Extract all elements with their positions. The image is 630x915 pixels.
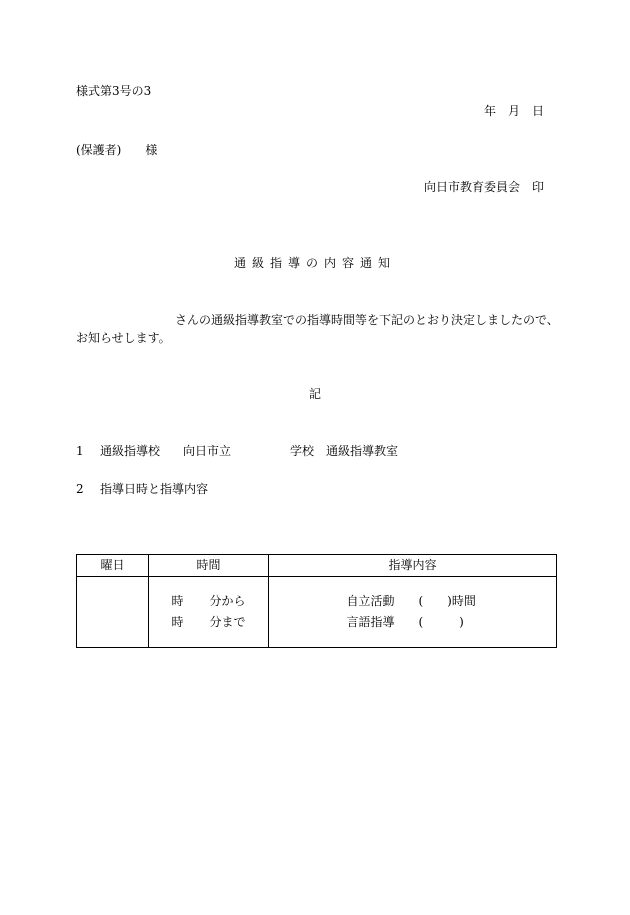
time-to-hour: 時 (171, 615, 184, 629)
content-value-gengo: ( ) (418, 615, 464, 629)
recipient: (保護者) 様 (76, 143, 158, 157)
header-weekday: 曜日 (77, 555, 149, 577)
body-line-2: お知らせします。 (76, 331, 171, 345)
date-line: 年 月 日 (483, 104, 544, 118)
time-cell[interactable] (149, 577, 269, 648)
item1-city: 向日市立 (183, 444, 232, 458)
content-label-jiritsu: 自立活動 (346, 594, 395, 608)
content-label-gengo: 言語指導 (346, 615, 395, 629)
weekday-cell[interactable] (77, 577, 149, 648)
item2-label: 指導日時と指導内容 (100, 482, 209, 496)
time-from-hour: 時 (171, 594, 184, 608)
item1-label: 通級指導校 (100, 444, 161, 458)
item1-school-suffix: 学校 通級指導教室 (290, 444, 399, 458)
document-title: 通級指導の内容通知 (233, 256, 396, 270)
item2-number: 2 (76, 482, 84, 496)
form-number: 様式第3号の3 (76, 84, 152, 98)
time-from (149, 591, 268, 612)
table-header-row (77, 555, 557, 577)
time-to (149, 612, 268, 633)
content-line-gengo (269, 612, 556, 633)
header-time: 時間 (149, 555, 269, 577)
content-cell[interactable] (269, 577, 557, 648)
content-line-jiritsu (269, 591, 556, 612)
item1-number: 1 (76, 444, 84, 458)
body-line-1: さんの通級指導教室での指導時間等を下記のとおり決定しましたので、 (175, 313, 559, 327)
ki-heading: 記 (308, 387, 321, 401)
issuer: 向日市教育委員会 印 (423, 180, 544, 194)
content-value-jiritsu: ( )時間 (418, 594, 476, 608)
time-from-minute: 分から (209, 594, 246, 608)
schedule-table (76, 554, 557, 648)
table-row (77, 577, 557, 648)
time-to-minute: 分まで (209, 615, 246, 629)
header-content: 指導内容 (269, 555, 557, 577)
